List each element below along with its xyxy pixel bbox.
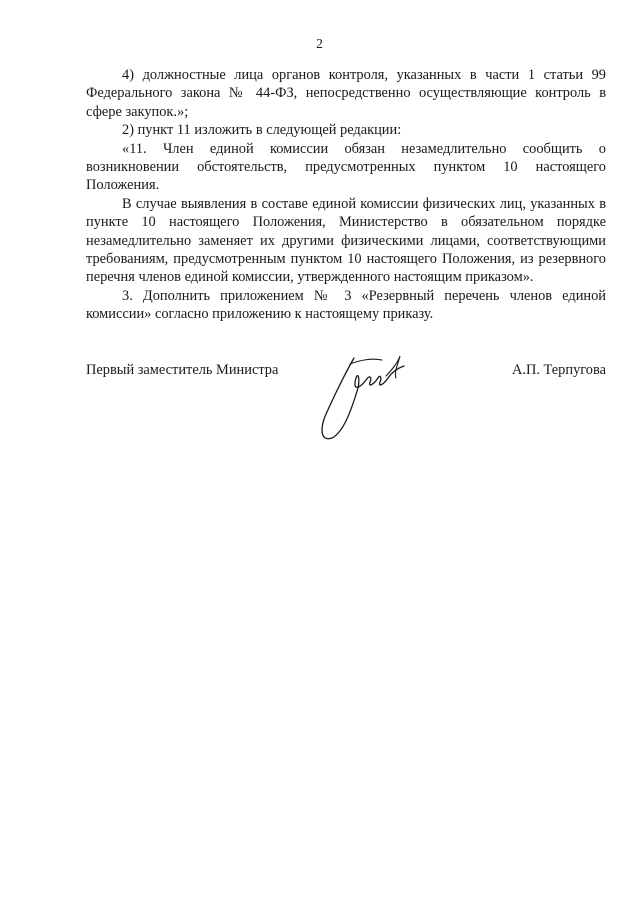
paragraph-point-3: 3. Дополнить приложением № 3 «Резервный перечень членов единой комиссии» согласно приложению к настоящему приказу. [86, 287, 606, 323]
document-body [86, 66, 606, 324]
handwritten-signature-icon [312, 348, 422, 446]
paragraph-item-4: 4) должностные лица органов контроля, указанных в части 1 статьи 99 Федерального закона № 44-ФЗ, непосредственно осуществляющие контроль в сфере закупок.»; [86, 67, 606, 120]
paragraph-replacement-rule: В случае выявления в составе единой комиссии физических лиц, указанных в пункте 10 настоящего Положения, Министерство в обязательном порядке незамедлительно заменяет их другими физическими лицами, соответствующими требованиям, предусмотренным пунктом 10 настоящего Положения, из резервного перечня членов единой комиссии, утвержденного настоящим приказом». [86, 195, 606, 286]
signature-block [86, 362, 606, 452]
paragraph-point-2: 2) пункт 11 изложить в следующей редакции: [122, 122, 402, 139]
page-number: 2 [316, 36, 323, 51]
signatory-name: А.П. Терпугова [511, 362, 606, 378]
signatory-position: Первый заместитель Министра [86, 362, 279, 378]
paragraph-clause-11: «11. Член единой комиссии обязан незамедлительно сообщить о возникновении обстоятельств, предусмотренных пунктом 10 настоящего Положения. [86, 140, 606, 194]
